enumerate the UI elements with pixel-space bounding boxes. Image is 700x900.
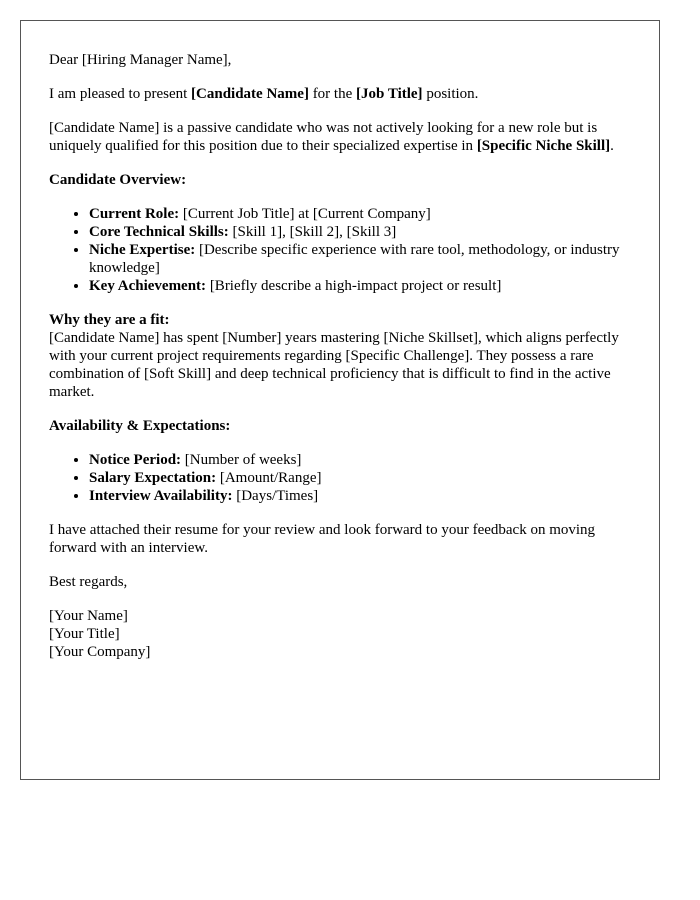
list-item-value: [Number of weeks]: [181, 452, 302, 468]
list-item-value: [Describe specific experience with rare tool, methodology, or industry knowledge]: [89, 242, 620, 276]
intro-prefix: I am pleased to present: [49, 86, 192, 102]
list-item: [89, 469, 631, 487]
list-item-label: Current Role:: [89, 206, 180, 222]
list-item: [89, 205, 631, 223]
overview-list: [49, 205, 631, 295]
list-item: [89, 451, 631, 469]
fit-heading: Why they are a fit:: [49, 312, 170, 328]
list-item: [89, 241, 631, 277]
greeting: Dear [Hiring Manager Name],: [49, 52, 232, 68]
intro-candidate-name: [Candidate Name]: [191, 86, 309, 102]
letter-document: [20, 20, 660, 780]
list-item-value: [Skill 1], [Skill 2], [Skill 3]: [228, 224, 397, 240]
intro-middle: for the: [308, 86, 357, 102]
fit-text: [Candidate Name] has spent [Number] years mastering [Niche Skillset], which aligns perfectly with your current project requirements regarding [Specific Challenge]. They possess a rare combination of [Soft Skill] and deep technical proficiency that is difficult to find in the active market.: [49, 330, 619, 400]
overview-heading: Candidate Overview:: [49, 172, 187, 188]
list-item-value: [Briefly describe a high-impact project or result]: [206, 278, 502, 294]
summary-end: .: [610, 138, 614, 154]
intro-suffix: position.: [422, 86, 479, 102]
closing-paragraph: I have attached their resume for your review and look forward to your feedback on moving forward with an interview.: [49, 522, 596, 556]
signature-block: [49, 607, 631, 661]
signature-name: [Your Name]: [49, 608, 128, 624]
list-item-label: Niche Expertise:: [89, 242, 196, 258]
intro-paragraph: [49, 85, 631, 103]
summary-paragraph: [49, 119, 631, 155]
availability-list: [49, 451, 631, 505]
signature-title: [Your Title]: [49, 626, 120, 642]
availability-heading: Availability & Expectations:: [49, 418, 231, 434]
fit-section: [49, 311, 631, 401]
list-item-label: Salary Expectation:: [89, 470, 217, 486]
list-item-label: Core Technical Skills:: [89, 224, 229, 240]
summary-text: [Candidate Name] is a passive candidate who was not actively looking for a new role but is uniquely qualified for this position due to their specialized expertise in: [49, 120, 598, 154]
list-item: [89, 223, 631, 241]
list-item-label: Notice Period:: [89, 452, 182, 468]
list-item-label: Interview Availability:: [89, 488, 233, 504]
list-item-value: [Amount/Range]: [216, 470, 322, 486]
list-item-value: [Days/Times]: [232, 488, 319, 504]
list-item: [89, 277, 631, 295]
list-item-value: [Current Job Title] at [Current Company]: [179, 206, 431, 222]
signoff: Best regards,: [49, 574, 128, 590]
signature-company: [Your Company]: [49, 644, 151, 660]
list-item: [89, 487, 631, 505]
summary-skill: [Specific Niche Skill]: [476, 138, 611, 154]
list-item-label: Key Achievement:: [89, 278, 207, 294]
intro-job-title: [Job Title]: [356, 86, 423, 102]
